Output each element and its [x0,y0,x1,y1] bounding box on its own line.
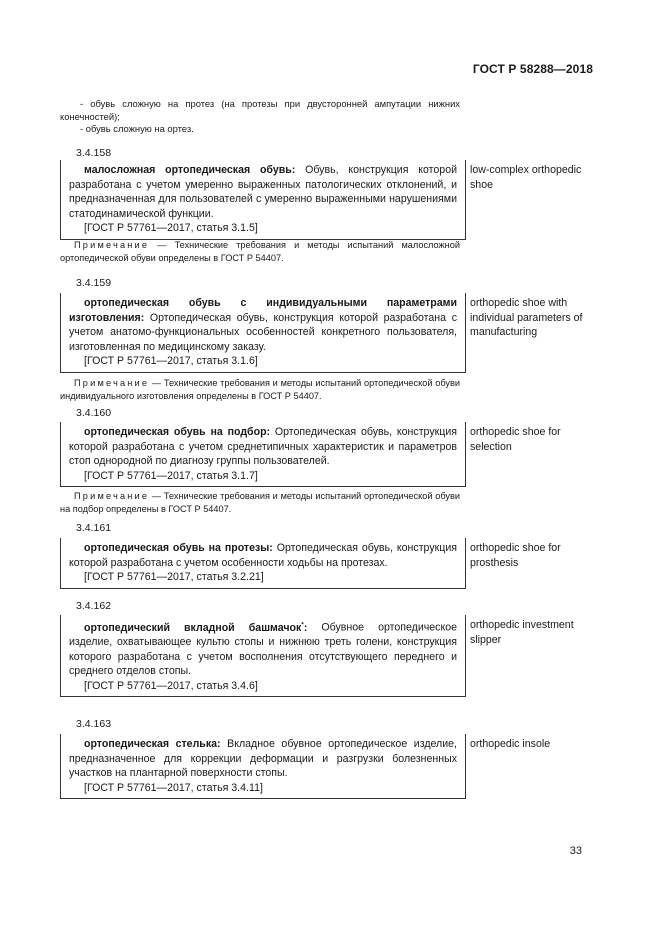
definition-text [69,163,457,221]
definition-body: Вкладное обувное ортопедическое изделие, предназначенное для коррекции деформации и разгрузки болезненных участков на плантарной поверхности стопы. [69,738,457,779]
definition-body: Обувное ортопедическое изделие, охватывающее культю стопы и нижнюю треть голени, конструкция которого разработана с учетом восполнения отсутствующего переднего и среднего отделов стопы. [69,621,458,678]
term-title: ортопедическая стелька: [84,738,221,750]
note-text: — Технические требования и методы испытаний малосложной ортопедической обуви определены в ГОСТ Р 54407. [60,240,460,263]
note-label: Примечание [74,491,150,501]
term-title: ортопедическая обувь с индивидуальными параметрами изготовления: [69,297,457,324]
term-number: 3.4.160 [76,407,112,419]
note [60,377,460,402]
term-definition-box [60,293,466,373]
term-title-colon: : [303,621,308,634]
english-term: orthopedic shoe for prosthesis [470,542,561,569]
note-label: Примечание [74,240,150,250]
note [60,239,460,264]
intro-item: - обувь сложную на протез (на протезы при двусторонней ампутации нижних конечностей); [60,98,460,122]
intro-list [60,98,460,136]
term-number: 3.4.162 [76,600,112,612]
term-title-text: ортопедический вкладной башмачок [84,621,302,634]
intro-item: - обувь сложную на ортез. [80,123,194,134]
source-reference: [ГОСТ Р 57761—2017, статья 3.4.11] [84,781,263,794]
source-reference: [ГОСТ Р 57761—2017, статья 3.1.6] [84,355,258,367]
term-title [84,622,307,634]
page-number: 33 [569,845,582,857]
term-definition-box [60,734,466,799]
note-label: Примечание [74,378,150,388]
document-header: ГОСТ Р 58288—2018 [472,62,593,76]
note [60,490,460,515]
term-definition-box [60,422,466,487]
definition-body: Ортопедическая обувь, конструкция которой разработана с учетом анатомо-функциональных особенностей конкретного пользователя, изготовленная по медицинскому заказу. [69,311,457,353]
definition-text [69,618,457,679]
english-term: low-complex orthopedic shoe [470,164,582,191]
definition-body: Ортопедическая обувь, конструкция которой разработана с учетом особенности ходьбы на протезах. [69,542,457,569]
english-term: orthopedic investment slipper [470,619,574,646]
definition-body: Обувь, конструкция которой разработана с учетом умеренно выраженных патологических отклонений, и предназначенная для пользователей с умеренно выраженными нарушениями статодинамической функции. [69,164,457,220]
definition-text [69,541,457,570]
source-reference: [ГОСТ Р 57761—2017, статья 3.1.5] [84,222,258,234]
term-definition-box [60,538,466,589]
term-number: 3.4.158 [76,147,112,159]
definition-text [69,425,457,469]
term-number: 3.4.161 [76,522,112,534]
term-definition-box [60,615,466,697]
definition-text [69,737,457,781]
note-text: — Технические требования и методы испытаний ортопедической обуви индивидуального изготовления определены в ГОСТ Р 54407. [60,378,460,401]
note-text: — Технические требования и методы испытаний ортопедической обуви на подбор определены в ГОСТ Р 54407. [60,491,460,514]
definition-body: Ортопедическая обувь, конструкция которой разработана с учетом среднетипичных характеристик и параметров стоп однородной по диагнозу группы пользователей. [69,426,457,467]
definition-text [69,296,457,354]
term-number: 3.4.163 [76,718,112,730]
term-title: ортопедическая обувь на подбор: [84,426,271,438]
footnote-marker: * [301,621,304,628]
term-definition-box [60,160,466,240]
source-reference: [ГОСТ Р 57761—2017, статья 3.2.21] [84,571,264,583]
english-term: orthopedic insole [470,738,551,750]
source-reference: [ГОСТ Р 57761—2017, статья 3.4.6] [84,679,258,692]
term-title: малосложная ортопедическая обувь: [84,164,296,176]
source-reference: [ГОСТ Р 57761—2017, статья 3.1.7] [84,469,258,482]
term-number: 3.4.159 [76,277,112,289]
english-term: orthopedic shoe for selection [470,426,561,453]
english-term: orthopedic shoe with individual parameters of manufacturing [470,297,583,338]
term-title: ортопедическая обувь на протезы: [84,542,273,554]
